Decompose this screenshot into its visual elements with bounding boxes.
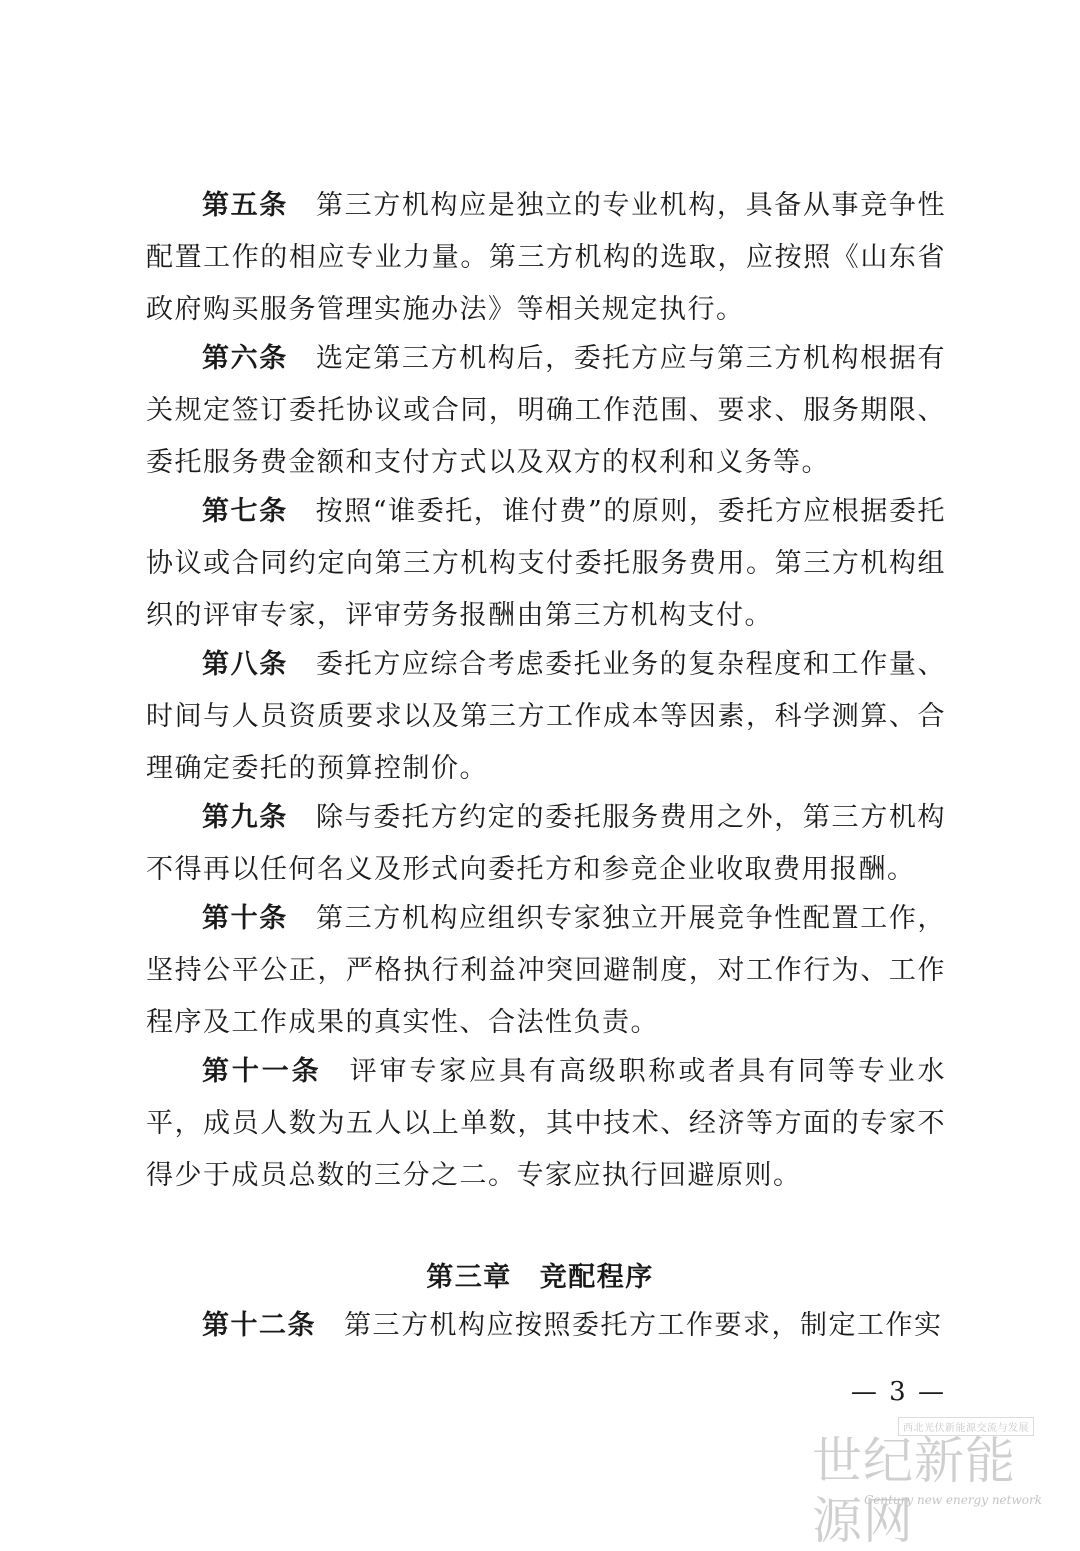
watermark-top-text: 西北光伏新能源交流与发展 <box>898 1417 1034 1436</box>
article-label: 第八条 <box>202 649 288 680</box>
article-5 <box>146 180 946 336</box>
article-6 <box>146 333 946 489</box>
article-label: 第十二条 <box>202 1310 316 1341</box>
article-label: 第五条 <box>202 190 288 221</box>
chapter-title: 竞配程序 <box>539 1262 654 1293</box>
article-9 <box>146 792 946 896</box>
article-11 <box>146 1046 946 1202</box>
article-text: 选定第三方机构后，委托方应与第三方机构根据有关规定签订委托协议或合同，明确工作范围、要求、服务期限、委托服务费金额和支付方式以及双方的权利和义务等。 <box>146 343 946 478</box>
article-text: 除与委托方约定的委托服务费用之外，第三方机构不得再以任何名义及形式向委托方和参竞企业收取费用报酬。 <box>146 802 946 885</box>
watermark-logo <box>812 1417 1062 1550</box>
article-label: 第十一条 <box>202 1056 322 1087</box>
article-text: 评审专家应具有高级职称或者具有同等专业水平，成员人数为五人以上单数，其中技术、经济等方面的专家不得少于成员总数的三分之二。专家应执行回避原则。 <box>146 1056 947 1191</box>
article-label: 第七条 <box>202 496 288 527</box>
article-text: 第三方机构应按照委托方工作要求，制定工作实 <box>344 1310 943 1341</box>
article-text: 第三方机构应是独立的专业机构，具备从事竞争性配置工作的相应专业力量。第三方机构的选取，应按照《山东省政府购买服务管理实施办法》等相关规定执行。 <box>146 190 946 325</box>
article-12 <box>146 1300 946 1352</box>
article-10 <box>146 893 946 1049</box>
article-label: 第九条 <box>202 802 288 833</box>
page-number: — 3 — <box>850 1377 946 1407</box>
article-8 <box>146 639 946 795</box>
watermark-main-text: 世纪新能源网 <box>812 1432 1016 1550</box>
article-label: 第十条 <box>202 903 288 934</box>
article-label: 第六条 <box>202 343 288 374</box>
article-7 <box>146 486 946 642</box>
article-text: 按照“谁委托，谁付费”的原则，委托方应根据委托协议或合同约定向第三方机构支付委托服务费用。第三方机构组织的评审专家，评审劳务报酬由第三方机构支付。 <box>146 496 947 631</box>
article-text: 委托方应综合考虑委托业务的复杂程度和工作量、时间与人员资质要求以及第三方工作成本等因素，科学测算、合理确定委托的预算控制价。 <box>146 649 946 784</box>
article-text: 第三方机构应组织专家独立开展竞争性配置工作，坚持公平公正，严格执行利益冲突回避制度，对工作行为、工作程序及工作成果的真实性、合法性负责。 <box>146 903 946 1038</box>
chapter-number: 第三章 <box>426 1262 512 1293</box>
watermark-sub-text: Century new energy network <box>864 1493 1042 1507</box>
chapter-heading <box>0 1252 1080 1304</box>
